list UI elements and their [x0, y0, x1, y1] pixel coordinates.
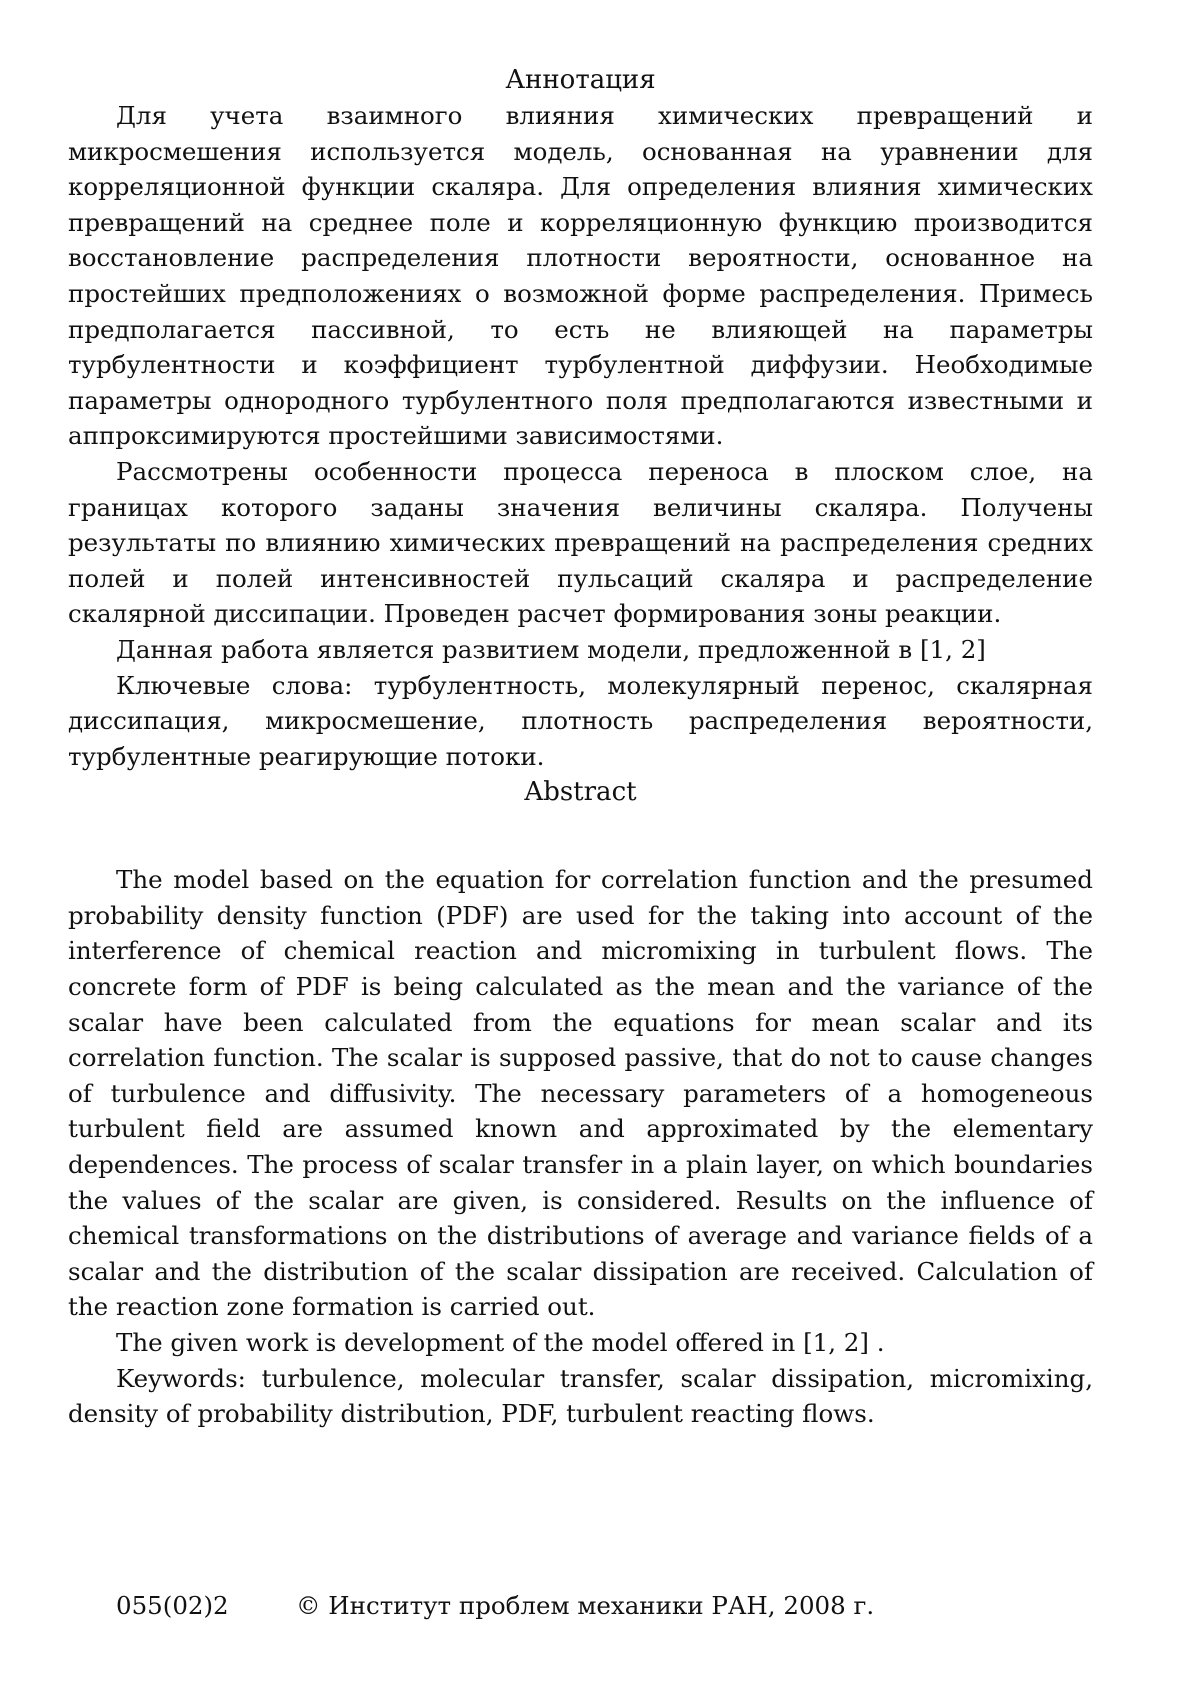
copyright-notice: © Институт проблем механики РАН, 2008 г.: [296, 1591, 875, 1620]
annotation-paragraph-3: Данная работа является развитием модели, предложенной в [1, 2]: [116, 634, 986, 664]
page-footer: [116, 1588, 874, 1624]
abstract-keywords: Keywords: turbulence, molecular transfer, scalar dissipation, micromixing, density of probability distribution, PDF, turbulent reacting flows.: [68, 1363, 1093, 1429]
annotation-paragraph-2: Рассмотрены особенности процесса переноса в плоском слое, на границах которого заданы значения величины скаляра. Получены результаты по влиянию химических превращений на распределения средних полей и полей интенсивностей пульсаций скаляра и распределение скалярной диссипации. Проведен расчет формирования зоны реакции.: [68, 456, 1093, 629]
annotation-keywords: Ключевые слова: турбулентность, молекулярный перенос, скалярная диссипация, микросмешение, плотность распределения вероятности, турбулентные реагирующие потоки.: [68, 670, 1093, 771]
abstract-title: Abstract: [524, 777, 637, 808]
annotation-title: Аннотация: [505, 65, 656, 95]
udc-code: 055(02)2: [116, 1591, 229, 1620]
annotation-paragraph-1: Для учета взаимного влияния химических превращений и микросмешения используется модель, основанная на уравнении для корреляционной функции скаляра. Для определения влияния химических превращений на среднее поле и корреляционную функцию производится восстановление распределения плотности вероятности, основанное на простейших предположениях о возможной форме распределения. Примесь предполагается пассивной, то есть не влияющей на параметры турбулентности и коэффициент турбулентной диффузии. Необходимые параметры однородного турбулентного поля предполагаются известными и аппроксимируются простейшими зависимостями.: [68, 101, 1093, 451]
abstract-paragraph-1: The model based on the equation for correlation function and the presumed probability density function (PDF) are used for the taking into account of the interference of chemical reaction and micromixing in turbulent flows. The concrete form of PDF is being calculated as the mean and the variance of the scalar have been calculated from the equations for mean scalar and its correlation function. The scalar is supposed passive, that do not to cause changes of turbulence and diffusivity. The necessary parameters of a homogeneous turbulent field are assumed known and approximated by the elementary dependences. The process of scalar transfer in a plain layer, on which boundaries the values of the scalar are given, is considered. Results on the influence of chemical transformations on the distributions of average and variance fields of a scalar and the distribution of the scalar dissipation are received. Calculation of the reaction zone formation is carried out.: [68, 865, 1093, 1322]
abstract-paragraph-2: The given work is development of the model offered in [1, 2] .: [116, 1328, 885, 1357]
page-body: [68, 62, 1093, 1432]
